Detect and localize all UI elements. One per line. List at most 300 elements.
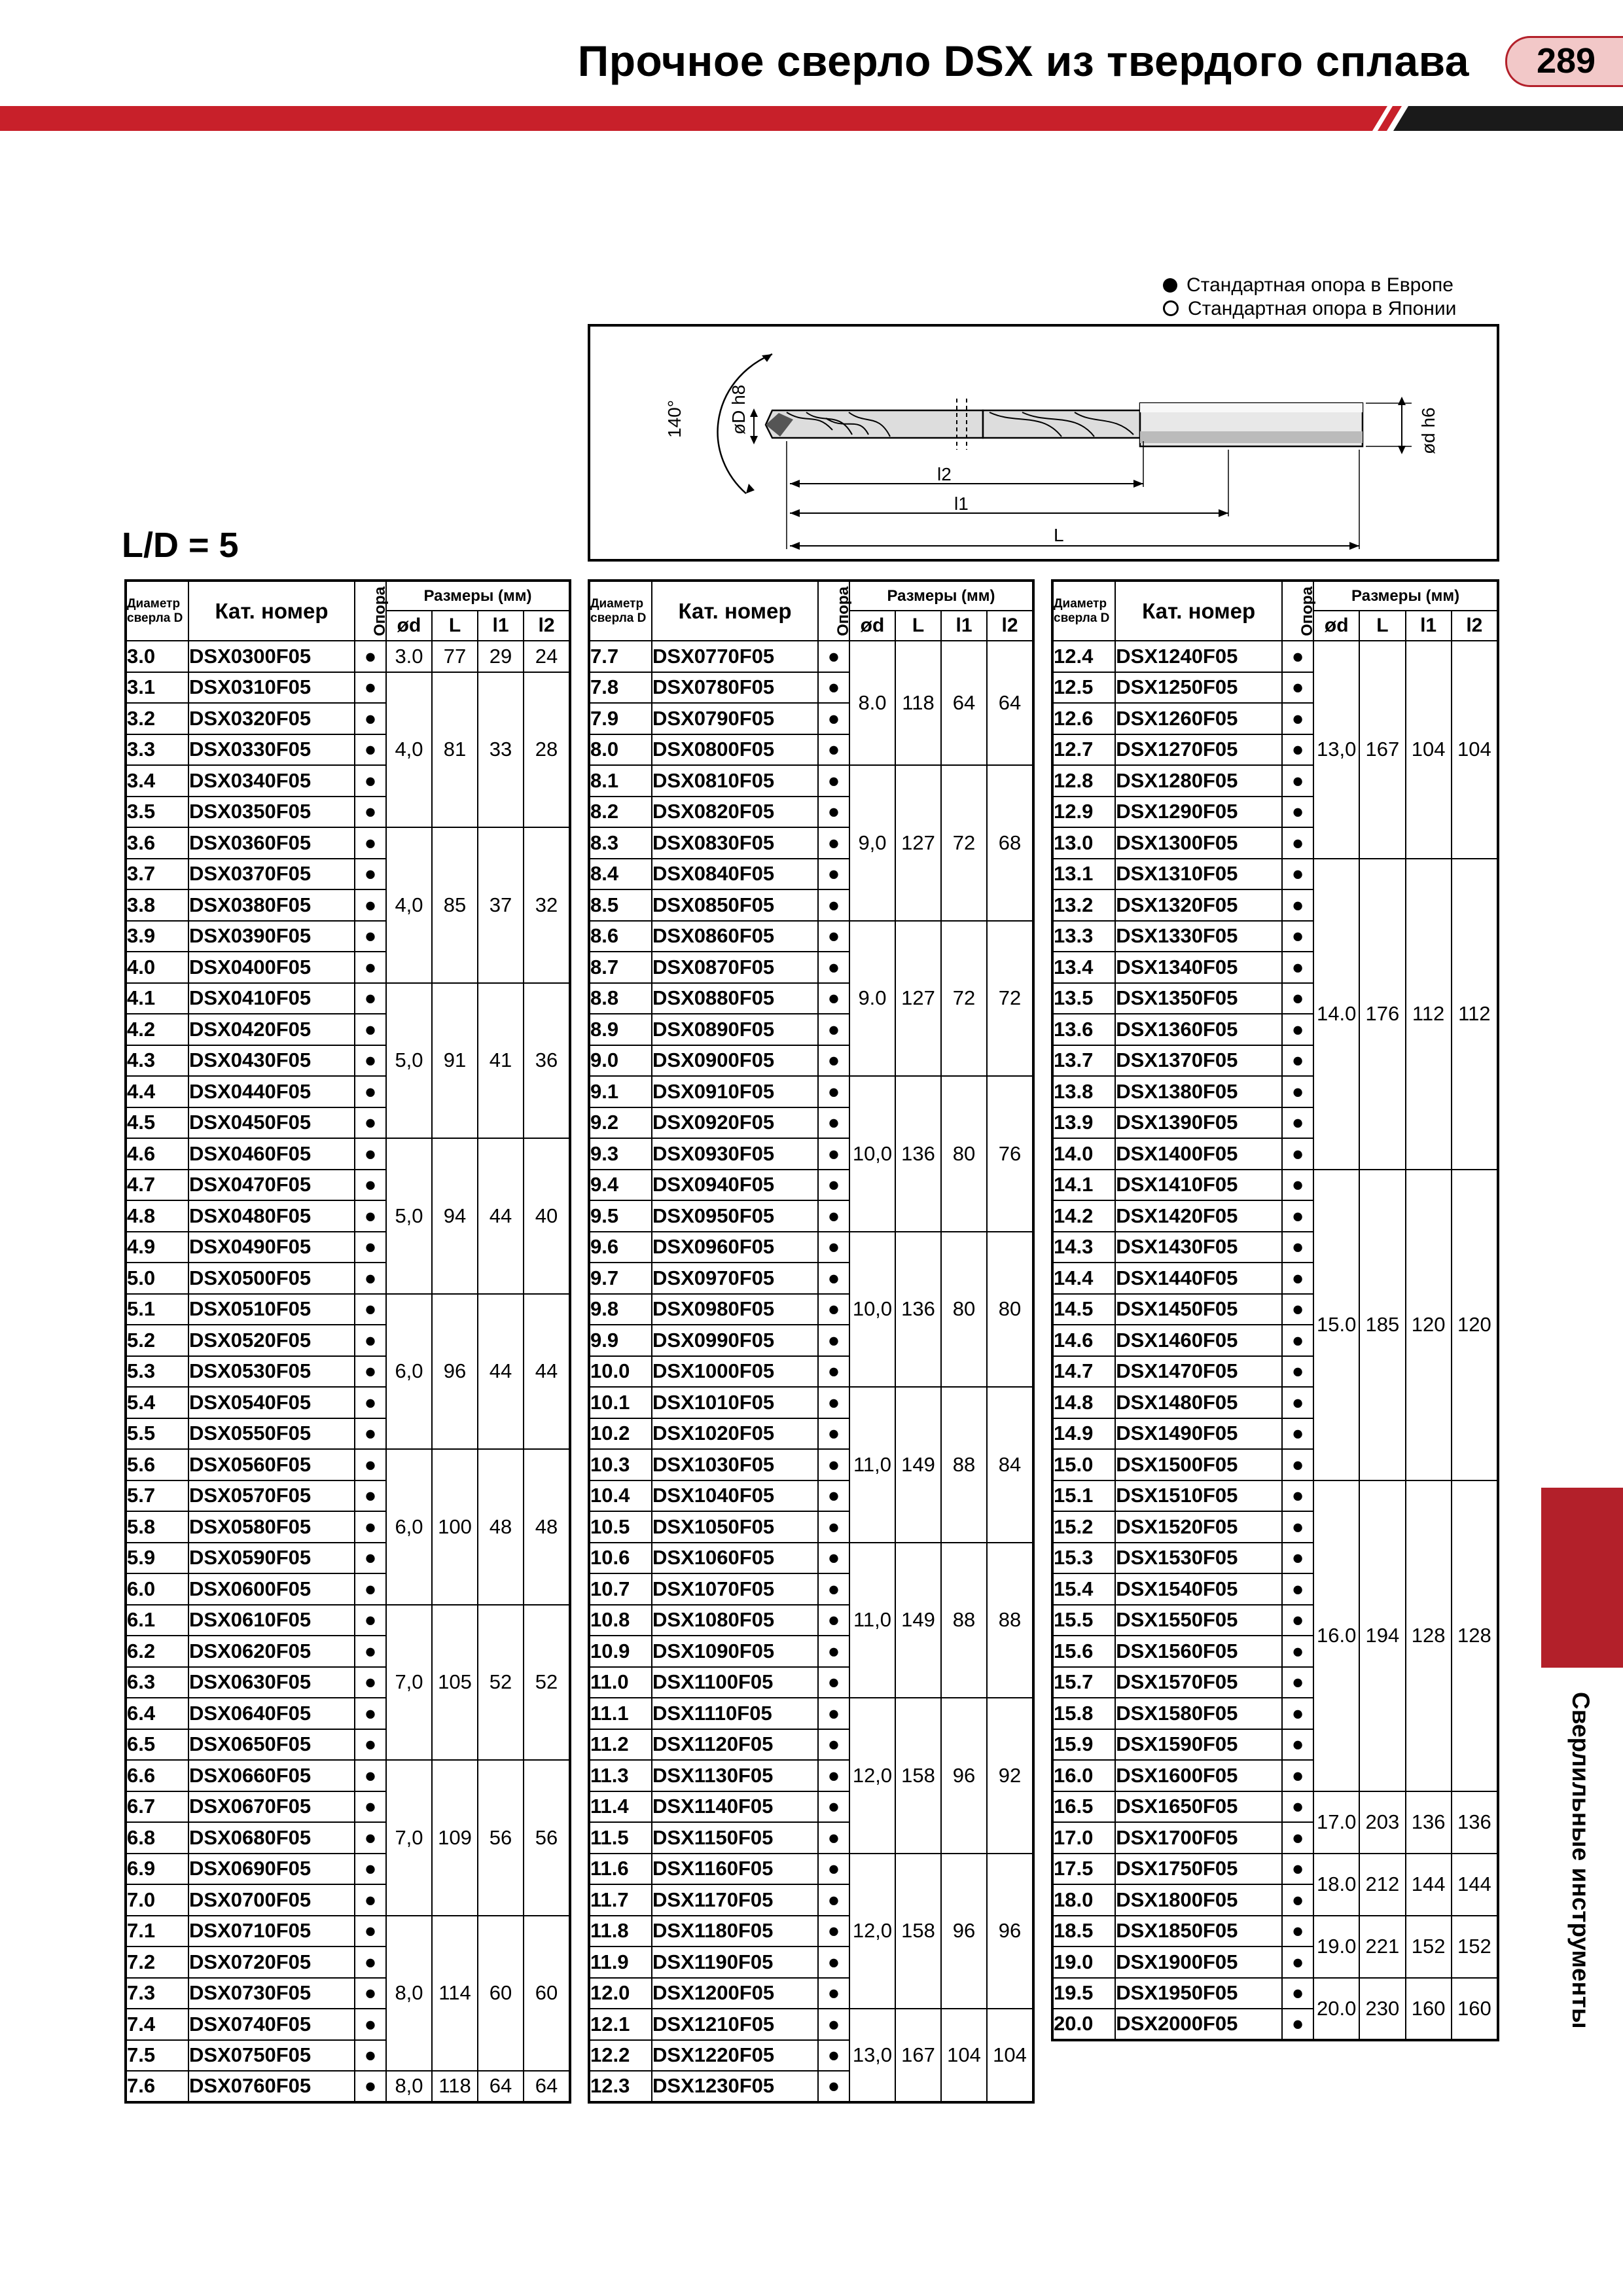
header-od: ød [849, 611, 895, 641]
diameter-cell: 11.8 [589, 1916, 652, 1947]
support-cell: ● [1282, 1605, 1313, 1636]
dim-l1-cell: 44 [478, 1138, 524, 1294]
diameter-cell: 7.2 [126, 1946, 188, 1978]
support-cell: ● [818, 1014, 849, 1045]
support-cell: ● [355, 1045, 386, 1077]
support-cell: ● [818, 1387, 849, 1418]
support-cell: ● [355, 2009, 386, 2040]
support-cell: ● [1282, 1667, 1313, 1698]
dim-L-cell: 91 [432, 983, 478, 1139]
diameter-cell: 10.9 [589, 1636, 652, 1667]
dim-L-cell: 149 [895, 1387, 941, 1543]
header-support: Опора [355, 581, 386, 641]
diameter-cell: 13.0 [1052, 827, 1115, 859]
diameter-cell: 8.7 [589, 952, 652, 983]
diameter-cell: 15.2 [1052, 1511, 1115, 1543]
diameter-cell: 13.8 [1052, 1076, 1115, 1107]
dim-l1-cell: 96 [941, 1698, 987, 1854]
dim-l1-cell: 80 [941, 1076, 987, 1232]
support-cell: ● [818, 1200, 849, 1232]
cat-number-cell: DSX1150F05 [652, 1822, 818, 1854]
support-cell: ● [818, 859, 849, 890]
cat-number-cell: DSX0450F05 [188, 1107, 355, 1139]
cat-number-cell: DSX0300F05 [188, 641, 355, 672]
support-cell: ● [355, 1263, 386, 1294]
dim-l2-cell: 24 [524, 641, 570, 672]
diameter-cell: 3.7 [126, 859, 188, 890]
diameter-cell: 17.0 [1052, 1822, 1115, 1854]
diameter-cell: 4.5 [126, 1107, 188, 1139]
cat-number-cell: DSX1070F05 [652, 1573, 818, 1605]
support-cell: ● [818, 1791, 849, 1823]
l1-label: l1 [954, 493, 969, 514]
dim-L-cell: 127 [895, 921, 941, 1077]
table-row [589, 641, 1033, 672]
drill-table-1 [124, 579, 571, 2104]
cat-number-cell: DSX1190F05 [652, 1946, 818, 1978]
cat-number-cell: DSX0500F05 [188, 1263, 355, 1294]
cat-number-cell: DSX1220F05 [652, 2040, 818, 2072]
page-number: 289 [1505, 36, 1623, 87]
table-row [589, 1854, 1033, 1885]
support-cell: ● [355, 1076, 386, 1107]
dim-l2-cell: 88 [987, 1543, 1033, 1698]
dim-od-cell: 5,0 [386, 983, 432, 1139]
diameter-cell: 7.7 [589, 641, 652, 672]
cat-number-cell: DSX0950F05 [652, 1200, 818, 1232]
cat-number-cell: DSX0460F05 [188, 1138, 355, 1170]
diameter-cell: 8.0 [589, 734, 652, 766]
support-cell: ● [355, 952, 386, 983]
cat-number-cell: DSX1480F05 [1115, 1387, 1282, 1418]
diameter-cell: 6.2 [126, 1636, 188, 1667]
table-row [126, 2071, 570, 2102]
cat-number-cell: DSX0880F05 [652, 983, 818, 1014]
dim-l2-cell: 44 [524, 1294, 570, 1450]
cat-number-cell: DSX0640F05 [188, 1698, 355, 1729]
diameter-cell: 13.5 [1052, 983, 1115, 1014]
diameter-cell: 19.5 [1052, 1978, 1115, 2009]
cat-number-cell: DSX1210F05 [652, 2009, 818, 2040]
support-cell: ● [1282, 641, 1313, 672]
cat-number-cell: DSX1550F05 [1115, 1605, 1282, 1636]
cat-number-cell: DSX0720F05 [188, 1946, 355, 1978]
diameter-cell: 4.6 [126, 1138, 188, 1170]
cat-number-cell: DSX1140F05 [652, 1791, 818, 1823]
diameter-cell: 9.1 [589, 1076, 652, 1107]
dim-l2-cell: 152 [1452, 1916, 1498, 1978]
support-cell: ● [818, 1822, 849, 1854]
support-cell: ● [818, 765, 849, 797]
diameter-cell: 18.5 [1052, 1916, 1115, 1947]
diameter-cell: 9.4 [589, 1170, 652, 1201]
cat-number-cell: DSX1850F05 [1115, 1916, 1282, 1947]
header-diameter: Диаметр сверла D [589, 581, 652, 641]
cat-number-cell: DSX1700F05 [1115, 1822, 1282, 1854]
dim-l2-cell: 84 [987, 1387, 1033, 1543]
support-cell: ● [818, 797, 849, 828]
dim-l1-cell: 128 [1406, 1480, 1452, 1791]
support-cell: ● [1282, 1698, 1313, 1729]
support-cell: ● [1282, 1076, 1313, 1107]
diameter-cell: 12.3 [589, 2071, 652, 2102]
header-l1: l1 [1406, 611, 1452, 641]
dim-l1-cell: 88 [941, 1387, 987, 1543]
diameter-cell: 10.7 [589, 1573, 652, 1605]
dim-l1-cell: 33 [478, 672, 524, 828]
cat-number-cell: DSX0430F05 [188, 1045, 355, 1077]
dim-od-cell: 14.0 [1313, 859, 1359, 1170]
cat-number-cell: DSX0830F05 [652, 827, 818, 859]
table-row [589, 765, 1033, 797]
diameter-cell: 12.1 [589, 2009, 652, 2040]
dim-l1-cell: 29 [478, 641, 524, 672]
drill-table-3 [1051, 579, 1499, 2041]
header-support: Опора [1282, 581, 1313, 641]
table-row [1052, 1978, 1498, 2009]
diameter-cell: 12.9 [1052, 797, 1115, 828]
diameter-cell: 13.9 [1052, 1107, 1115, 1139]
diameter-cell: 9.3 [589, 1138, 652, 1170]
cat-number-cell: DSX1380F05 [1115, 1076, 1282, 1107]
support-cell: ● [818, 1605, 849, 1636]
diameter-cell: 6.7 [126, 1791, 188, 1823]
cat-number-cell: DSX0680F05 [188, 1822, 355, 1854]
dim-od-cell: 7,0 [386, 1605, 432, 1761]
support-cell: ● [1282, 672, 1313, 704]
header-red-band [0, 106, 1623, 131]
support-cell: ● [1282, 1014, 1313, 1045]
support-cell: ● [355, 1511, 386, 1543]
diameter-cell: 4.4 [126, 1076, 188, 1107]
support-cell: ● [818, 2009, 849, 2040]
diameter-cell: 15.5 [1052, 1605, 1115, 1636]
cat-number-cell: DSX0840F05 [652, 859, 818, 890]
support-cell: ● [818, 1263, 849, 1294]
dim-od-cell: 13,0 [1313, 641, 1359, 859]
cat-number-cell: DSX0470F05 [188, 1170, 355, 1201]
dim-od-cell: 9,0 [849, 765, 895, 921]
support-cell: ● [818, 1884, 849, 1916]
dim-L-cell: 194 [1359, 1480, 1405, 1791]
table-row [589, 1387, 1033, 1418]
support-cell: ● [818, 1107, 849, 1139]
table-row [126, 672, 570, 704]
dim-od-cell: 4,0 [386, 672, 432, 828]
cat-number-cell: DSX0420F05 [188, 1014, 355, 1045]
cat-number-cell: DSX0310F05 [188, 672, 355, 704]
support-cell: ● [818, 1543, 849, 1574]
support-cell: ● [818, 1916, 849, 1947]
dim-l2-cell: 76 [987, 1076, 1033, 1232]
support-cell: ● [355, 765, 386, 797]
diameter-cell: 4.8 [126, 1200, 188, 1232]
support-cell: ● [818, 672, 849, 704]
support-cell: ● [818, 1294, 849, 1325]
diameter-cell: 8.8 [589, 983, 652, 1014]
support-cell: ● [1282, 1729, 1313, 1761]
diameter-cell: 7.0 [126, 1884, 188, 1916]
table-row [126, 1294, 570, 1325]
diameter-cell: 7.6 [126, 2071, 188, 2102]
diameter-cell: 10.6 [589, 1543, 652, 1574]
support-cell: ● [1282, 1418, 1313, 1450]
dim-l1-cell: 144 [1406, 1854, 1452, 1916]
cat-number-cell: DSX1520F05 [1115, 1511, 1282, 1543]
diameter-cell: 12.2 [589, 2040, 652, 2072]
diameter-cell: 13.7 [1052, 1045, 1115, 1077]
cat-number-cell: DSX0370F05 [188, 859, 355, 890]
cat-number-cell: DSX1750F05 [1115, 1854, 1282, 1885]
dim-l2-cell: 92 [987, 1698, 1033, 1854]
dim-l2-cell: 32 [524, 827, 570, 983]
header-L: L [895, 611, 941, 641]
cat-number-cell: DSX0780F05 [652, 672, 818, 704]
dim-l2-cell: 64 [524, 2071, 570, 2102]
cat-number-cell: DSX1010F05 [652, 1387, 818, 1418]
diameter-cell: 11.6 [589, 1854, 652, 1885]
diameter-cell: 7.3 [126, 1978, 188, 2009]
diameter-cell: 12.6 [1052, 703, 1115, 734]
cat-number-cell: DSX0340F05 [188, 765, 355, 797]
support-cell: ● [818, 1511, 849, 1543]
diameter-cell: 15.3 [1052, 1543, 1115, 1574]
diameter-cell: 11.4 [589, 1791, 652, 1823]
dim-l2-cell: 96 [987, 1854, 1033, 2009]
support-cell: ● [1282, 1045, 1313, 1077]
cat-number-cell: DSX1060F05 [652, 1543, 818, 1574]
L-label: L [1054, 525, 1064, 545]
table-row [1052, 1791, 1498, 1823]
diameter-cell: 10.1 [589, 1387, 652, 1418]
dim-l2-cell: 40 [524, 1138, 570, 1294]
support-cell: ● [818, 1076, 849, 1107]
support-cell: ● [355, 1387, 386, 1418]
cat-number-cell: DSX0480F05 [188, 1200, 355, 1232]
dim-L-cell: 136 [895, 1076, 941, 1232]
dim-L-cell: 118 [432, 2071, 478, 2102]
cat-number-cell: DSX1580F05 [1115, 1698, 1282, 1729]
dim-od-cell: 10,0 [849, 1232, 895, 1388]
cat-number-cell: DSX1240F05 [1115, 641, 1282, 672]
dim-L-cell: 94 [432, 1138, 478, 1294]
support-cell: ● [818, 983, 849, 1014]
dim-od-cell: 12,0 [849, 1698, 895, 1854]
dim-l2-cell: 104 [1452, 641, 1498, 859]
dim-L-cell: 185 [1359, 1170, 1405, 1480]
diameter-cell: 7.9 [589, 703, 652, 734]
filled-dot-icon [1163, 278, 1177, 293]
support-cell: ● [355, 1200, 386, 1232]
support-cell: ● [355, 1170, 386, 1201]
support-cell: ● [818, 1729, 849, 1761]
diameter-cell: 11.3 [589, 1760, 652, 1791]
diameter-cell: 18.0 [1052, 1884, 1115, 1916]
cat-number-cell: DSX0630F05 [188, 1667, 355, 1698]
support-cell: ● [818, 1854, 849, 1885]
support-cell: ● [1282, 859, 1313, 890]
cat-number-cell: DSX0790F05 [652, 703, 818, 734]
cat-number-cell: DSX0960F05 [652, 1232, 818, 1263]
diameter-cell: 8.2 [589, 797, 652, 828]
support-cell: ● [818, 1418, 849, 1450]
support-cell: ● [1282, 1760, 1313, 1791]
support-cell: ● [818, 1760, 849, 1791]
dim-od-cell: 6,0 [386, 1294, 432, 1450]
diameter-cell: 5.2 [126, 1325, 188, 1356]
diameter-cell: 14.3 [1052, 1232, 1115, 1263]
table-row [126, 1449, 570, 1480]
support-cell: ● [355, 1543, 386, 1574]
support-cell: ● [355, 1325, 386, 1356]
header-l2: l2 [524, 611, 570, 641]
drill-drawing [590, 327, 1497, 559]
cat-number-cell: DSX0540F05 [188, 1387, 355, 1418]
support-cell: ● [355, 2040, 386, 2072]
dim-od-cell: 16.0 [1313, 1480, 1359, 1791]
diameter-cell: 15.0 [1052, 1449, 1115, 1480]
od-h6-label: ød h6 [1418, 407, 1438, 454]
dim-L-cell: 118 [895, 641, 941, 765]
diameter-cell: 9.6 [589, 1232, 652, 1263]
support-cell: ● [818, 1573, 849, 1605]
cat-number-cell: DSX1950F05 [1115, 1978, 1282, 2009]
diameter-cell: 15.7 [1052, 1667, 1115, 1698]
cat-number-cell: DSX1440F05 [1115, 1263, 1282, 1294]
diameter-cell: 6.8 [126, 1822, 188, 1854]
dim-L-cell: 96 [432, 1294, 478, 1450]
diameter-cell: 4.0 [126, 952, 188, 983]
support-cell: ● [355, 1605, 386, 1636]
cat-number-cell: DSX0650F05 [188, 1729, 355, 1761]
diameter-cell: 13.2 [1052, 889, 1115, 921]
open-dot-icon [1163, 300, 1179, 316]
dim-od-cell: 8,0 [386, 2071, 432, 2102]
cat-number-cell: DSX0350F05 [188, 797, 355, 828]
cat-number-cell: DSX1020F05 [652, 1418, 818, 1450]
cat-number-cell: DSX1180F05 [652, 1916, 818, 1947]
legend-europe: Стандартная опора в Европе [1163, 274, 1456, 297]
cat-number-cell: DSX1650F05 [1115, 1791, 1282, 1823]
diameter-cell: 14.4 [1052, 1263, 1115, 1294]
diameter-cell: 3.8 [126, 889, 188, 921]
table-row [126, 641, 570, 672]
diameter-cell: 14.5 [1052, 1294, 1115, 1325]
page-title: Прочное сверло DSX из твердого сплава [577, 37, 1469, 85]
cat-number-cell: DSX0400F05 [188, 952, 355, 983]
diameter-cell: 13.3 [1052, 921, 1115, 952]
diameter-cell: 10.5 [589, 1511, 652, 1543]
support-cell: ● [818, 889, 849, 921]
support-cell: ● [818, 1232, 849, 1263]
diameter-cell: 11.1 [589, 1698, 652, 1729]
cat-number-cell: DSX0380F05 [188, 889, 355, 921]
cat-number-cell: DSX1120F05 [652, 1729, 818, 1761]
support-cell: ● [818, 1667, 849, 1698]
dim-l1-cell: 44 [478, 1294, 524, 1450]
dim-l1-cell: 72 [941, 765, 987, 921]
diameter-cell: 8.9 [589, 1014, 652, 1045]
support-cell: ● [1282, 797, 1313, 828]
cat-number-cell: DSX0440F05 [188, 1076, 355, 1107]
dim-l1-cell: 112 [1406, 859, 1452, 1170]
cat-number-cell: DSX0670F05 [188, 1791, 355, 1823]
ld-ratio-label: L/D = 5 [122, 526, 239, 565]
diameter-cell: 8.1 [589, 765, 652, 797]
cat-number-cell: DSX1290F05 [1115, 797, 1282, 828]
table-row [589, 921, 1033, 952]
diameter-cell: 8.6 [589, 921, 652, 952]
cat-number-cell: DSX0390F05 [188, 921, 355, 952]
dim-L-cell: 158 [895, 1854, 941, 2009]
header-dimensions: Размеры (мм) [1313, 581, 1498, 611]
cat-number-cell: DSX1100F05 [652, 1667, 818, 1698]
diameter-cell: 5.3 [126, 1356, 188, 1388]
dim-l2-cell: 72 [987, 921, 1033, 1077]
diameter-cell: 13.1 [1052, 859, 1115, 890]
diameter-cell: 5.4 [126, 1387, 188, 1418]
cat-number-cell: DSX1600F05 [1115, 1760, 1282, 1791]
support-cell: ● [1282, 734, 1313, 766]
cat-number-cell: DSX0750F05 [188, 2040, 355, 2072]
diameter-cell: 12.7 [1052, 734, 1115, 766]
cat-number-cell: DSX1000F05 [652, 1356, 818, 1388]
cat-number-cell: DSX0530F05 [188, 1356, 355, 1388]
support-cell: ● [1282, 1356, 1313, 1388]
support-cell: ● [818, 734, 849, 766]
support-cell: ● [355, 1822, 386, 1854]
cat-number-cell: DSX1900F05 [1115, 1946, 1282, 1978]
table-row [1052, 1916, 1498, 1947]
support-cell: ● [818, 1480, 849, 1512]
support-cell: ● [818, 827, 849, 859]
cat-number-cell: DSX0970F05 [652, 1263, 818, 1294]
cat-number-cell: DSX0990F05 [652, 1325, 818, 1356]
cat-number-cell: DSX0760F05 [188, 2071, 355, 2102]
cat-number-cell: DSX1250F05 [1115, 672, 1282, 704]
dim-l2-cell: 112 [1452, 859, 1498, 1170]
dim-l1-cell: 72 [941, 921, 987, 1077]
support-cell: ● [818, 1325, 849, 1356]
table-row [1052, 859, 1498, 890]
dim-od-cell: 3.0 [386, 641, 432, 672]
dim-l2-cell: 64 [987, 641, 1033, 765]
diameter-cell: 7.8 [589, 672, 652, 704]
cat-number-cell: DSX1430F05 [1115, 1232, 1282, 1263]
cat-number-cell: DSX1340F05 [1115, 952, 1282, 983]
dim-l1-cell: 41 [478, 983, 524, 1139]
cat-number-cell: DSX0320F05 [188, 703, 355, 734]
header-row [589, 581, 1033, 611]
support-cell: ● [818, 952, 849, 983]
support-cell: ● [355, 983, 386, 1014]
support-cell: ● [355, 889, 386, 921]
cat-number-cell: DSX0930F05 [652, 1138, 818, 1170]
diameter-cell: 13.6 [1052, 1014, 1115, 1045]
cat-number-cell: DSX1160F05 [652, 1854, 818, 1885]
cat-number-cell: DSX0330F05 [188, 734, 355, 766]
support-cell: ● [1282, 921, 1313, 952]
diameter-cell: 8.4 [589, 859, 652, 890]
diameter-cell: 12.5 [1052, 672, 1115, 704]
dim-L-cell: 77 [432, 641, 478, 672]
diameter-cell: 12.8 [1052, 765, 1115, 797]
dim-L-cell: 85 [432, 827, 478, 983]
cat-number-cell: DSX0620F05 [188, 1636, 355, 1667]
cat-number-cell: DSX0850F05 [652, 889, 818, 921]
cat-number-cell: DSX1030F05 [652, 1449, 818, 1480]
cat-number-cell: DSX1400F05 [1115, 1138, 1282, 1170]
